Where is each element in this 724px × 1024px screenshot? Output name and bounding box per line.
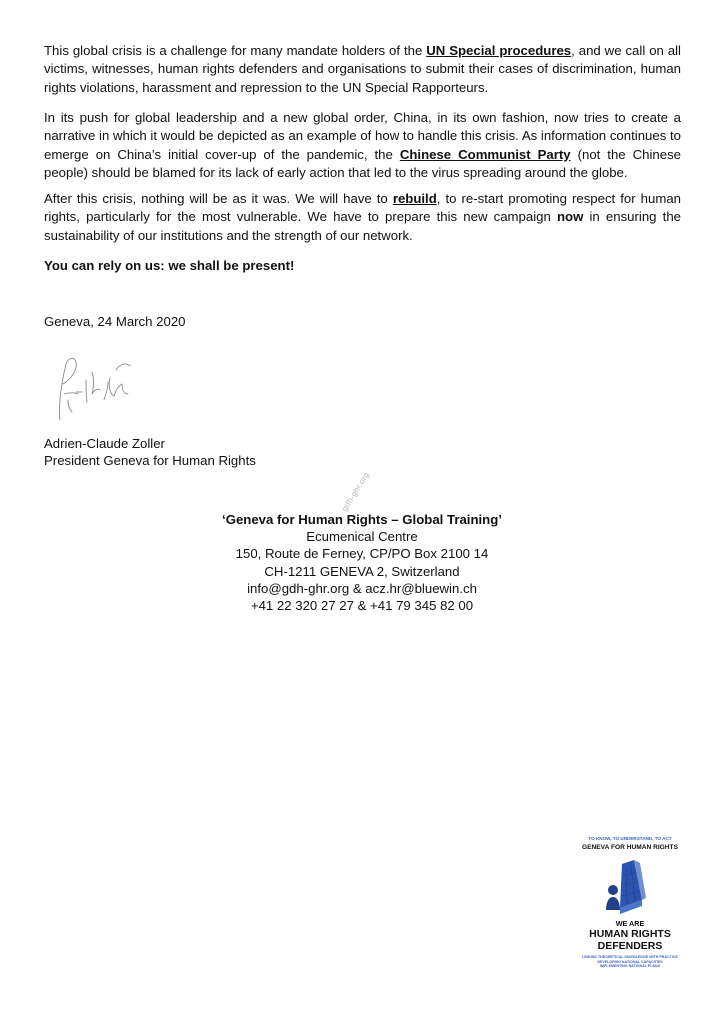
paragraph-text: (not the Chinese people) should be blamed for its lack of early action that led to the virus spreading around the globe. (44, 146, 682, 180)
logo-human-rights: HUMAN RIGHTS (589, 928, 671, 940)
watermark: gdh-ghr.org (340, 470, 372, 513)
logo-tagline: TO KNOW, TO UNDERSTAND, TO ACT (588, 836, 672, 841)
building-figure-icon (600, 858, 660, 918)
paragraph-china-narrative (44, 109, 681, 182)
paragraph-special-procedures (44, 42, 681, 97)
un-special-procedures-link[interactable]: UN Special procedures (426, 43, 572, 58)
closing-statement: You can rely on us: we shall be present! (44, 258, 295, 273)
organization-name: ‘Geneva for Human Rights – Global Training’ (222, 512, 502, 527)
rebuild-link[interactable]: rebuild (392, 191, 437, 206)
organization-logo (568, 836, 692, 986)
paragraph-text: This global crisis is a challenge for many mandate holders of the (44, 43, 427, 58)
chinese-communist-party-link[interactable]: Chinese Communist Party (399, 146, 571, 162)
paragraph-text: In its push for global leadership and a new global order, China, in its own fashion, now tries to create a narrative in which it would be depicted as an example of how to handle this crisis. As information continues to emerge on China’s initial cover-up of the pandemic, the (44, 110, 681, 162)
paragraph-text: , to re-start promoting respect for human rights, particularly for the most vulnerable. We have to prepare this new campaign (44, 191, 681, 225)
paragraph-text: in ensuring the sustainability of our institutions and the strength of our network. (44, 209, 681, 243)
logo-subline: IMPLEMENTING NATIONAL PLANS (600, 964, 660, 969)
address-line: CH-1211 GENEVA 2, Switzerland (264, 563, 460, 579)
place-and-date: Geneva, 24 March 2020 (44, 314, 186, 329)
paragraph-text: , and we call on all victims, witnesses, human rights defenders and organisations to submit their cases of discrimination, human rights violations, harassment and repression to the UN Special Rapporteurs. (44, 43, 681, 95)
address-block (190, 511, 534, 614)
logo-subline: LINKING THEORETICAL KNOWLEDGE WITH PRACTICE (582, 955, 678, 959)
address-line: 150, Route de Ferney, CP/PO Box 2100 14 (235, 546, 489, 562)
paragraph-text: After this crisis, nothing will be as it was. We will have to (44, 191, 393, 206)
phone-line: +41 22 320 27 27 & +41 79 345 82 00 (250, 598, 474, 614)
handwritten-signature (50, 350, 140, 430)
now-emphasis: now (556, 209, 584, 225)
logo-defenders: DEFENDERS (597, 940, 663, 952)
address-line: Ecumenical Centre (306, 529, 418, 545)
paragraph-rebuild (44, 190, 681, 245)
logo-subline: DEVELOPING NATIONAL CAPACITIES (597, 959, 663, 964)
signatory-name: Adrien-Claude Zoller (44, 436, 165, 451)
logo-we-are: WE ARE (615, 919, 645, 928)
logo-org-name: GENEVA FOR HUMAN RIGHTS (582, 844, 678, 851)
email-line[interactable]: info@gdh-ghr.org & acz.hr@bluewin.ch (247, 580, 477, 596)
signatory-title: President Geneva for Human Rights (44, 453, 256, 468)
